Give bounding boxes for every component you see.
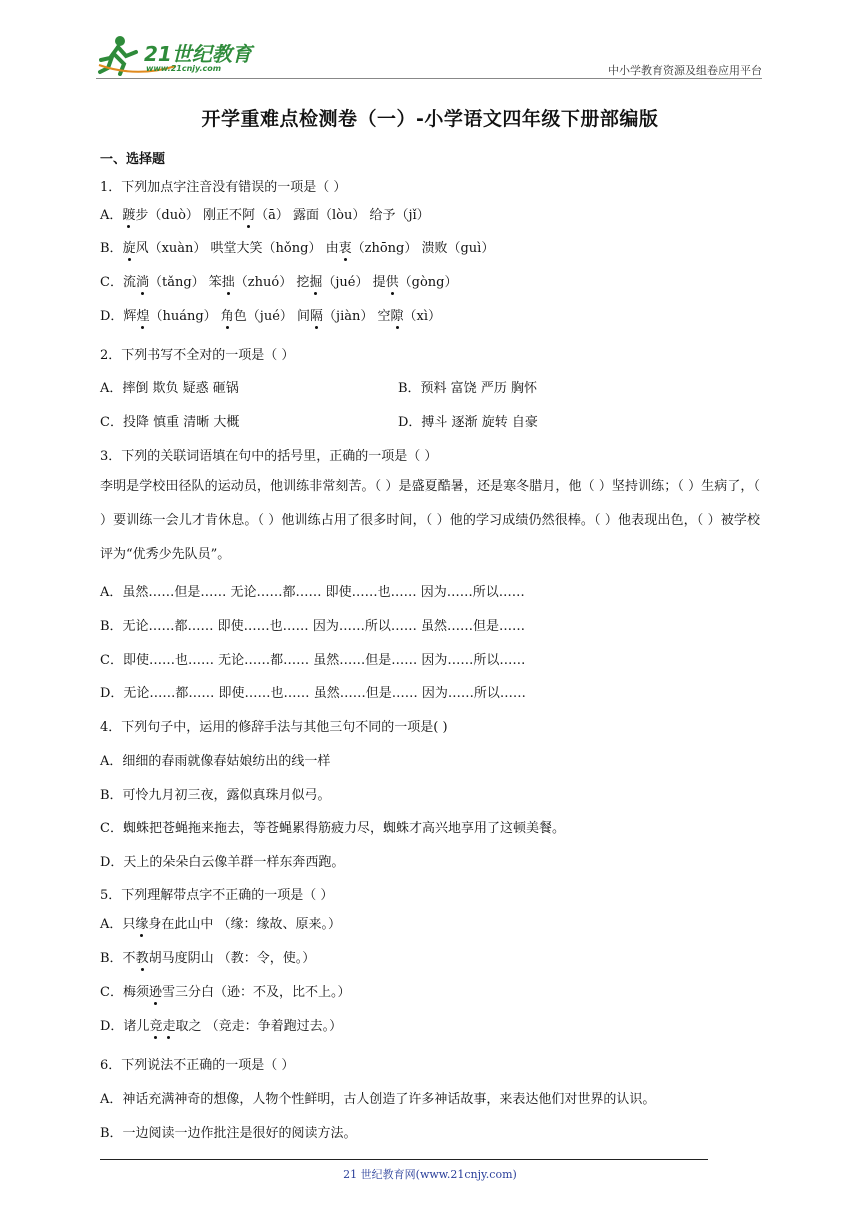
logo-url: www.21cnjy.com [146, 64, 222, 73]
q6-option-b[interactable]: B．一边阅读一边作批注是很好的阅读方法。 [100, 1126, 357, 1141]
site-logo[interactable] [96, 34, 266, 76]
q4-option-b[interactable]: B．可怜九月初三夜，露似真珠月似弓。 [100, 788, 331, 803]
dotted-char: 隙 [391, 305, 404, 324]
q3-passage: 李明是学校田径队的运动员，他训练非常刻苦。（ ）是盛夏酷暑，还是寒冬腊月，他（ ）坚持训练；（ ）生病了，（ ）要训练一会儿才肯休息。（ ）他训练占用了很多时间，（ ）他的学习成绩仍然很棒。（ ）他表现出色，（ ）被学校评为“优秀少先队员”。 [100, 479, 760, 562]
dotted-char: 淌 [136, 271, 149, 290]
q2-option-c[interactable]: C．投降 慎重 清晰 大概 [100, 415, 240, 430]
dotted-char: 衷 [339, 237, 352, 256]
dotted-char: 缘 [135, 913, 148, 932]
q1-option-b[interactable]: B．旋风（xuàn） 哄堂大笑（hǒng） 由衷（zhōng） 溃败（guì） [100, 237, 494, 256]
dotted-char: 竞 [149, 1015, 162, 1034]
dotted-char: 阿 [242, 204, 255, 223]
q1-option-c[interactable]: C．流淌（tǎng） 笨拙（zhuó） 挖掘（jué） 提供（gòng） [100, 271, 457, 290]
dotted-char: 隔 [310, 305, 323, 324]
footer-divider [100, 1159, 708, 1160]
dotted-char: 掘 [309, 271, 322, 290]
q5-option-b[interactable]: B．不教胡马度阴山 （教：令，使。） [100, 947, 315, 966]
dotted-char: 供 [386, 271, 399, 290]
dotted-char: 煌 [136, 305, 149, 324]
q4-option-c[interactable]: C．蜘蛛把苍蝇拖来拖去，等苍蝇累得筋疲力尽，蜘蛛才高兴地享用了这顿美餐。 [100, 821, 565, 836]
q1-stem: 1．下列加点字注音没有错误的一项是（ ） [100, 180, 347, 195]
dotted-char: 踱 [122, 204, 135, 223]
q2-stem: 2．下列书写不全对的一项是（ ） [100, 348, 295, 363]
q2-option-d[interactable]: D．搏斗 逐渐 旋转 自豪 [398, 415, 538, 430]
dotted-char: 逊 [149, 981, 162, 1000]
logo-wordmark: 21世纪教育 [144, 42, 252, 66]
q1-option-a[interactable]: A．踱步（duò） 刚正不阿（ā） 露面（lòu） 给予（jǐ） [100, 204, 430, 223]
q2-option-a[interactable]: A．摔倒 欺负 疑惑 砸锅 [100, 381, 239, 396]
q6-stem: 6．下列说法不正确的一项是（ ） [100, 1058, 295, 1073]
q3-option-a[interactable]: A．虽然……但是…… 无论……都…… 即使……也…… 因为……所以…… [100, 585, 525, 600]
q2-option-b[interactable]: B．预料 富饶 严历 胸怀 [398, 381, 537, 396]
q4-option-d[interactable]: D．天上的朵朵白云像羊群一样东奔西跑。 [100, 855, 345, 870]
dotted-char: 拙 [222, 271, 235, 290]
platform-label: 中小学教育资源及组卷应用平台 [608, 64, 762, 77]
q6-option-a[interactable]: A．神话充满神奇的想像，人物个性鲜明，古人创造了许多神话故事，来表达他们对世界的认识。 [100, 1092, 656, 1107]
q5-option-c[interactable]: C．梅须逊雪三分白（逊：不及，比不上。） [100, 981, 350, 1000]
q1-option-d[interactable]: D．辉煌（huáng） 角色（jué） 间隔（jiàn） 空隙（xì） [100, 305, 441, 324]
header-divider [96, 78, 762, 79]
q4-option-a[interactable]: A．细细的春雨就像春姑娘纺出的线一样 [100, 754, 331, 769]
q3-option-b[interactable]: B．无论……都…… 即使……也…… 因为……所以…… 虽然……但是…… [100, 619, 525, 634]
dotted-char: 教 [136, 947, 149, 966]
q3-option-c[interactable]: C．即使……也…… 无论……都…… 虽然……但是…… 因为……所以…… [100, 653, 526, 668]
dotted-char: 角 [221, 305, 234, 324]
q5-option-a[interactable]: A．只缘身在此山中 （缘：缘故、原来。） [100, 913, 341, 932]
q4-stem: 4．下列句子中，运用的修辞手法与其他三句不同的一项是( ) [100, 720, 448, 735]
dotted-char: 旋 [123, 237, 136, 256]
footer-link[interactable]: 21 世纪教育网(www.21cnjy.com) [343, 1168, 517, 1181]
page-header [96, 34, 762, 78]
q5-stem: 5．下列理解带点字不正确的一项是（ ） [100, 888, 334, 903]
q3-option-d[interactable]: D．无论……都…… 即使……也…… 虽然……但是…… 因为……所以…… [100, 686, 526, 701]
page-title: 开学重难点检测卷（一）-小学语文四年级下册部编版 [201, 108, 659, 130]
dotted-char: 走 [162, 1015, 175, 1034]
q5-option-d[interactable]: D．诸儿竞走取之 （竞走：争着跑过去。） [100, 1015, 342, 1034]
q3-stem: 3．下列的关联词语填在句中的括号里，正确的一项是（ ） [100, 449, 438, 464]
section-heading: 一、选择题 [100, 152, 166, 167]
